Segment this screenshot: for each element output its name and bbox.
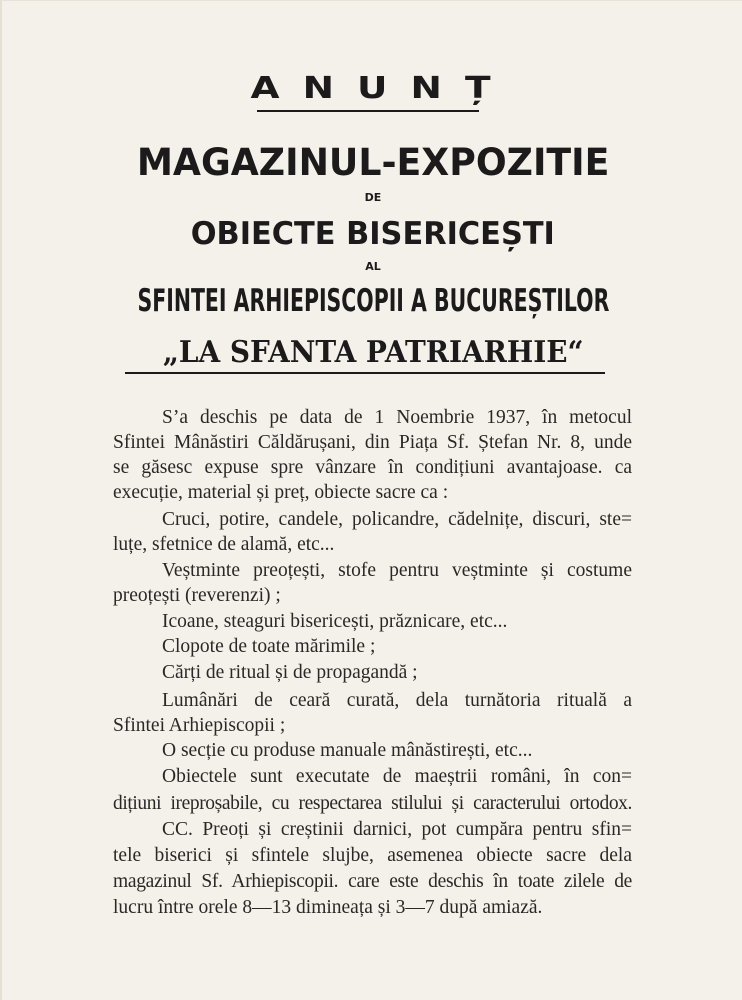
title-anunt: A N U N Ț bbox=[250, 71, 496, 106]
body-line: execuție, material și preț, obiecte sacre ca : bbox=[113, 482, 449, 503]
body-line: Obiectele sunt executate de maeștrii români, în con= bbox=[162, 766, 632, 787]
body-line: dițiuni ireproșabile, cu respectarea stilului și caracterului ortodox. bbox=[113, 793, 632, 814]
body-line: O secție cu produse manuale mânăstirești, etc... bbox=[162, 740, 533, 761]
body-line: preoțești (reverenzi) ; bbox=[113, 585, 281, 606]
heading-de: DE bbox=[364, 191, 382, 204]
heading-arhiepiscopii: SFINTEI ARHIEPISCOPII A BUCUREȘTILOR bbox=[137, 283, 609, 319]
body-line: Clopote de toate mărimile ; bbox=[162, 636, 376, 657]
body-line: magazinul Sf. Arhiepiscopii. care este deschis în toate zilele de bbox=[113, 871, 632, 892]
body-line: CC. Preoți și creștinii darnici, pot cumpăra pentru sfin= bbox=[162, 819, 632, 840]
body-line: Cărți de ritual și de propagandă ; bbox=[162, 662, 418, 683]
body-line: Icoane, steaguri bisericești, prăznicare, etc... bbox=[162, 611, 508, 632]
body-line: se găsesc expuse spre vânzare în condițiuni avantajoase. ca bbox=[113, 457, 632, 478]
body-line: Lumânări de ceară curată, dela turnătoria rituală a bbox=[162, 690, 632, 711]
heading-patriarhie: „LA SFANTA PATRIARHIE“ bbox=[162, 335, 584, 370]
body-line: lucru între orele 8—13 dimineața și 3—7 după amiază. bbox=[113, 897, 543, 918]
heading-magazinul: MAGAZINUL-EXPOZITIE bbox=[136, 141, 610, 184]
body-line: Cruci, potire, candele, policandre, cădelnițe, discuri, ste= bbox=[162, 509, 632, 530]
heading-obiecte: OBIECTE BISERICEȘTI bbox=[190, 216, 556, 252]
heading-al: AL bbox=[365, 260, 381, 273]
body-line: Veștminte preoțești, stofe pentru veștminte și costume bbox=[162, 560, 632, 581]
body-line: luțe, sfetnice de alamă, etc... bbox=[113, 534, 335, 555]
body-line: S’a deschis pe data de 1 Noembrie 1937, în metocul bbox=[162, 407, 632, 428]
heading-underline bbox=[125, 372, 605, 374]
body-line: tele biserici și sfintele slujbe, asemenea obiecte sacre dela bbox=[113, 845, 632, 866]
title-underline bbox=[257, 110, 479, 112]
body-line: Sfintei Mânăstiri Căldărușani, din Piața Sf. Ștefan Nr. 8, unde bbox=[113, 432, 632, 453]
body-line: Sfintei Arhiepiscopii ; bbox=[113, 715, 286, 736]
